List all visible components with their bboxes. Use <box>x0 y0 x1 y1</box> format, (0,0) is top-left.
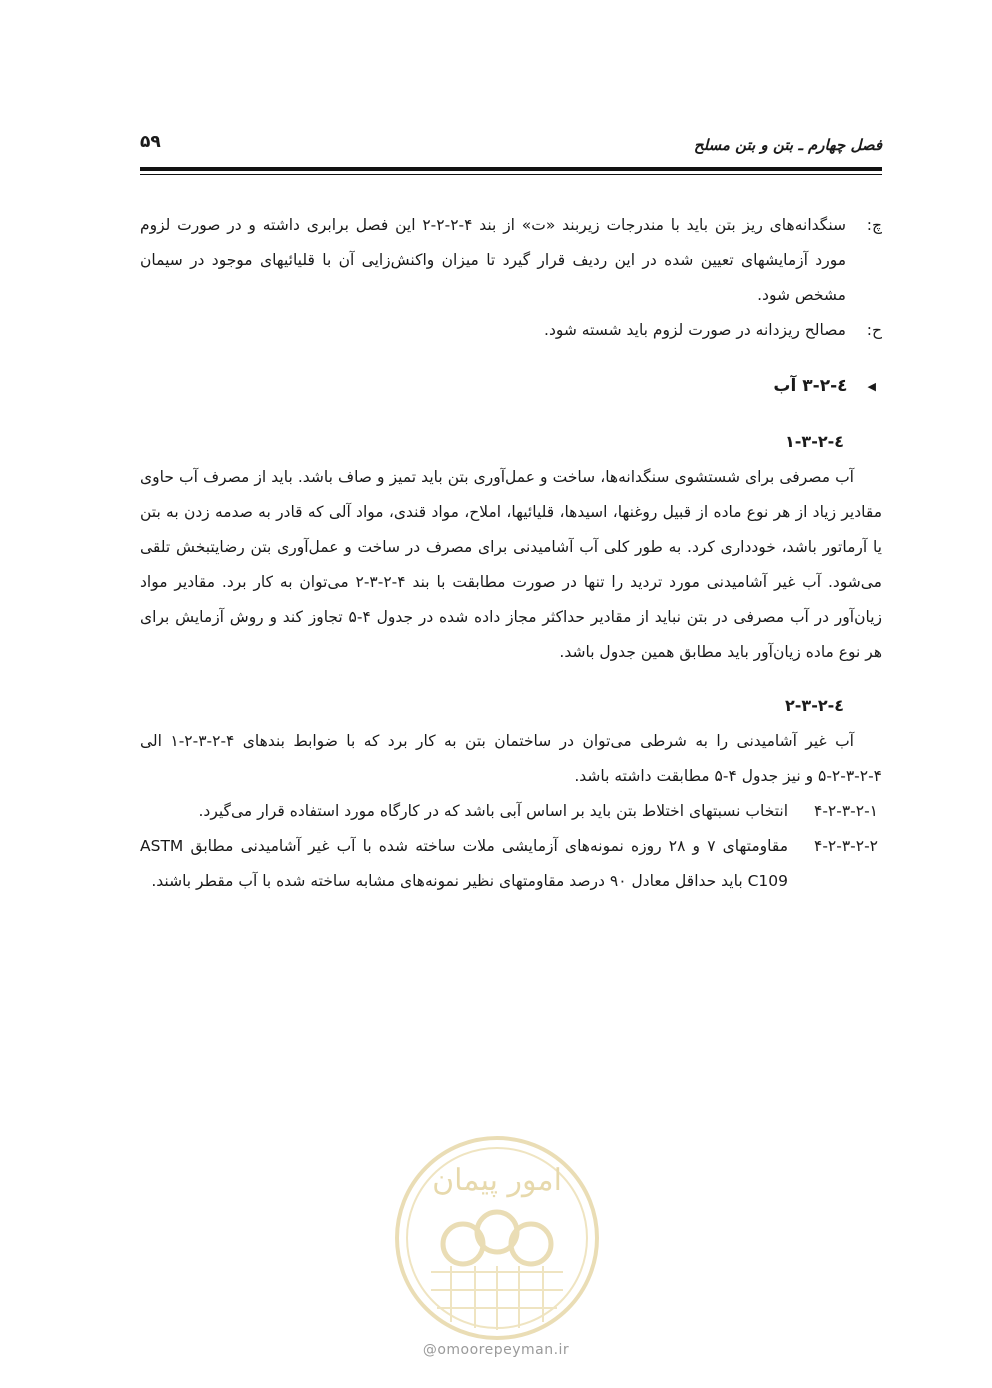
watermark-seal-icon <box>391 1132 603 1344</box>
section-heading <box>140 366 882 406</box>
page-body <box>140 208 882 899</box>
item-marker: چ: <box>866 216 882 234</box>
watermark-url: @omoorepeyman.ir <box>422 1342 570 1358</box>
subsection-heading: ٤-٢-٣-١ <box>785 432 844 451</box>
page-header <box>140 124 882 164</box>
clause-number: ۴-۲-۳-۲-۲ <box>814 837 878 855</box>
section-heading-text: ٤-٢-٣ آب <box>773 375 848 396</box>
paragraph: آب غیر آشامیدنی را به شرطی می‌توان در ساختمان بتن به کار برد که با ضوابط بندهای ۴-۲-۳-۲-۱ الی ۴-۲-۳-۲-۵ و نیز جدول ۴-۵ مطابقت داشته باشد. <box>140 732 882 785</box>
item-marker: ح: <box>866 321 882 339</box>
svg-text:امور پیمان: امور پیمان <box>432 1163 562 1198</box>
clause-text: انتخاب نسبتهای اختلاط بتن باید بر اساس آبی باشد که در کارگاه مورد استفاده قرار می‌گیرد. <box>198 802 788 820</box>
triangle-bullet-icon: ◀ <box>867 379 876 393</box>
clause-text: مقاومتهای ۷ و ۲۸ روزه نمونه‌های آزمایشی ملات ساخته شده با آب غیر آشامیدنی مطابق ASTM C109 باید حداقل معادل ۹۰ درصد مقاومتهای نظیر نمونه‌های مشابه ساخته شده با آب مقطر باشند. <box>140 837 788 890</box>
list-item <box>140 313 882 348</box>
list-item <box>140 208 882 313</box>
paragraph: آب مصرفی برای شستشوی سنگدانه‌ها، ساخت و عمل‌آوری بتن باید تمیز و صاف باشد. باید از مصرف آب حاوی مقادیر زیاد از هر نوع ماده از قبیل روغنها، اسیدها، قلیائیها، املاح، مواد قندی، مواد آلی که قادر به صدمه زدن به بتن یا آرماتور باشد، خودداری کرد. به طور کلی آب آشامیدنی برای مصرف در ساخت و عمل‌آوری بتن رضایتبخش تلقی می‌شود. آب غیر آشامیدنی مورد تردید را تنها در صورت مطابقت با بند ۴-۲-۳-۲ می‌توان به کار برد. مقادیر مواد زیان‌آور در آب مصرفی در بتن نباید از مقادیر حداکثر مجاز داده شده در جدول ۴-۵ تجاوز کند و روش آزمایش برای هر نوع ماده زیان‌آور باید مطابق همین جدول باشد. <box>140 468 882 661</box>
clause-number: ۴-۲-۳-۲-۱ <box>814 802 878 820</box>
subsection-heading: ٤-٢-٣-٢ <box>785 696 844 715</box>
header-rule-thin <box>140 174 882 175</box>
page-number: ۵۹ <box>140 132 161 152</box>
clause <box>140 829 882 899</box>
clause <box>140 794 882 829</box>
item-text: سنگدانه‌های ریز بتن باید با مندرجات زیربند «ت» از بند ۴-۲-۲-۲ این فصل برابری داشته و در صورت لزوم مورد آزمایشهای تعیین شده در این ردیف قرار گیرد تا میزان واکنش‌زایی آن با قلیائیهای موجود در سیمان مشخص شود. <box>140 216 846 304</box>
item-text: مصالح ریزدانه در صورت لزوم باید شسته شود. <box>544 321 846 339</box>
chapter-title: فصل چهارم ـ بتن و بتن مسلح <box>693 136 882 154</box>
header-rule-thick <box>140 167 882 171</box>
